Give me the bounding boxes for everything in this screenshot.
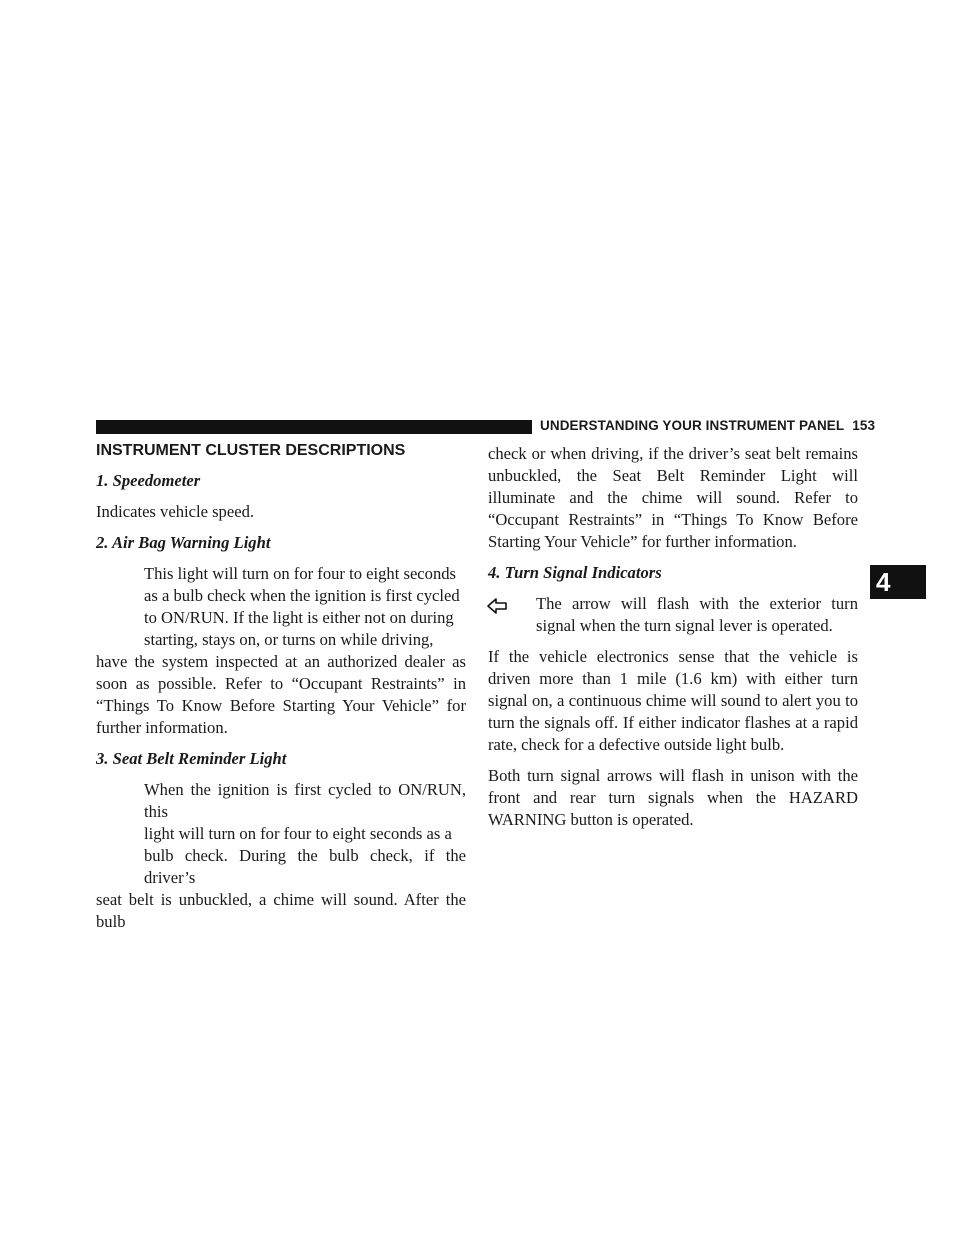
item-seatbelt-text: seat belt is unbuckled, a chime will sound. After the bulb — [96, 890, 466, 931]
turn-signal-row — [488, 593, 858, 637]
turn-signal-paragraph-1: If the vehicle electronics sense that the vehicle is driven more than 1 mile (1.6 km) with either turn signal on, a continuous chime will sound to alert you to turn the signals off. If either indicator flashes at a rapid rate, check for a defective outside light bulb. — [488, 647, 858, 754]
chapter-tab: 4 — [870, 565, 926, 599]
text-line: When the ignition is first cycled to ON/RUN, this — [144, 780, 466, 821]
item-airbag-indented-text — [144, 563, 466, 651]
text-line: as a bulb check when the ignition is first cycled — [144, 586, 460, 605]
item-airbag-title: 2. Air Bag Warning Light — [96, 533, 271, 552]
text-line: bulb check. During the bulb check, if the driver’s — [144, 846, 466, 887]
item-speedometer-title: 1. Speedometer — [96, 471, 201, 490]
turn-signal-arrow-icon — [486, 595, 508, 617]
item-seatbelt-indented-text — [144, 779, 466, 889]
right-column — [488, 443, 858, 840]
text-line: This light will turn on for four to eight seconds — [144, 564, 457, 583]
header-rule — [96, 420, 532, 434]
seatbelt-continued-text: check or when driving, if the driver’s seat belt remains unbuckled, the Seat Belt Reminder Light will illuminate and the chime will sound. Refer to “Occupant Restraints” in “Things To Know Before Starting Your Vehicle” for further information. — [488, 444, 858, 551]
text-line: to ON/RUN. If the light is either not on during — [144, 608, 454, 627]
item-speedometer-text: Indicates vehicle speed. — [96, 502, 255, 521]
item-turn-signal-text: The arrow will flash with the exterior turn signal when the turn signal lever is operated. — [536, 594, 858, 635]
running-header — [540, 418, 875, 433]
item-seatbelt-title: 3. Seat Belt Reminder Light — [96, 749, 287, 768]
section-title: INSTRUMENT CLUSTER DESCRIPTIONS — [96, 442, 406, 459]
left-column — [96, 440, 466, 942]
section-name: UNDERSTANDING YOUR INSTRUMENT PANEL — [540, 418, 845, 433]
turn-signal-paragraph-2: Both turn signal arrows will flash in unison with the front and rear turn signals when the HAZARD WARNING button is operated. — [488, 766, 858, 829]
text-line: starting, stays on, or turns on while driving, — [144, 630, 434, 649]
page-number: 153 — [852, 418, 876, 433]
item-airbag-text: have the system inspected at an authorized dealer as soon as possible. Refer to “Occupant Restraints” in “Things To Know Before Starting Your Vehicle” for further information. — [96, 652, 466, 737]
item-turn-signal-title: 4. Turn Signal Indicators — [488, 563, 662, 582]
text-line: light will turn on for four to eight seconds as a — [144, 824, 452, 843]
